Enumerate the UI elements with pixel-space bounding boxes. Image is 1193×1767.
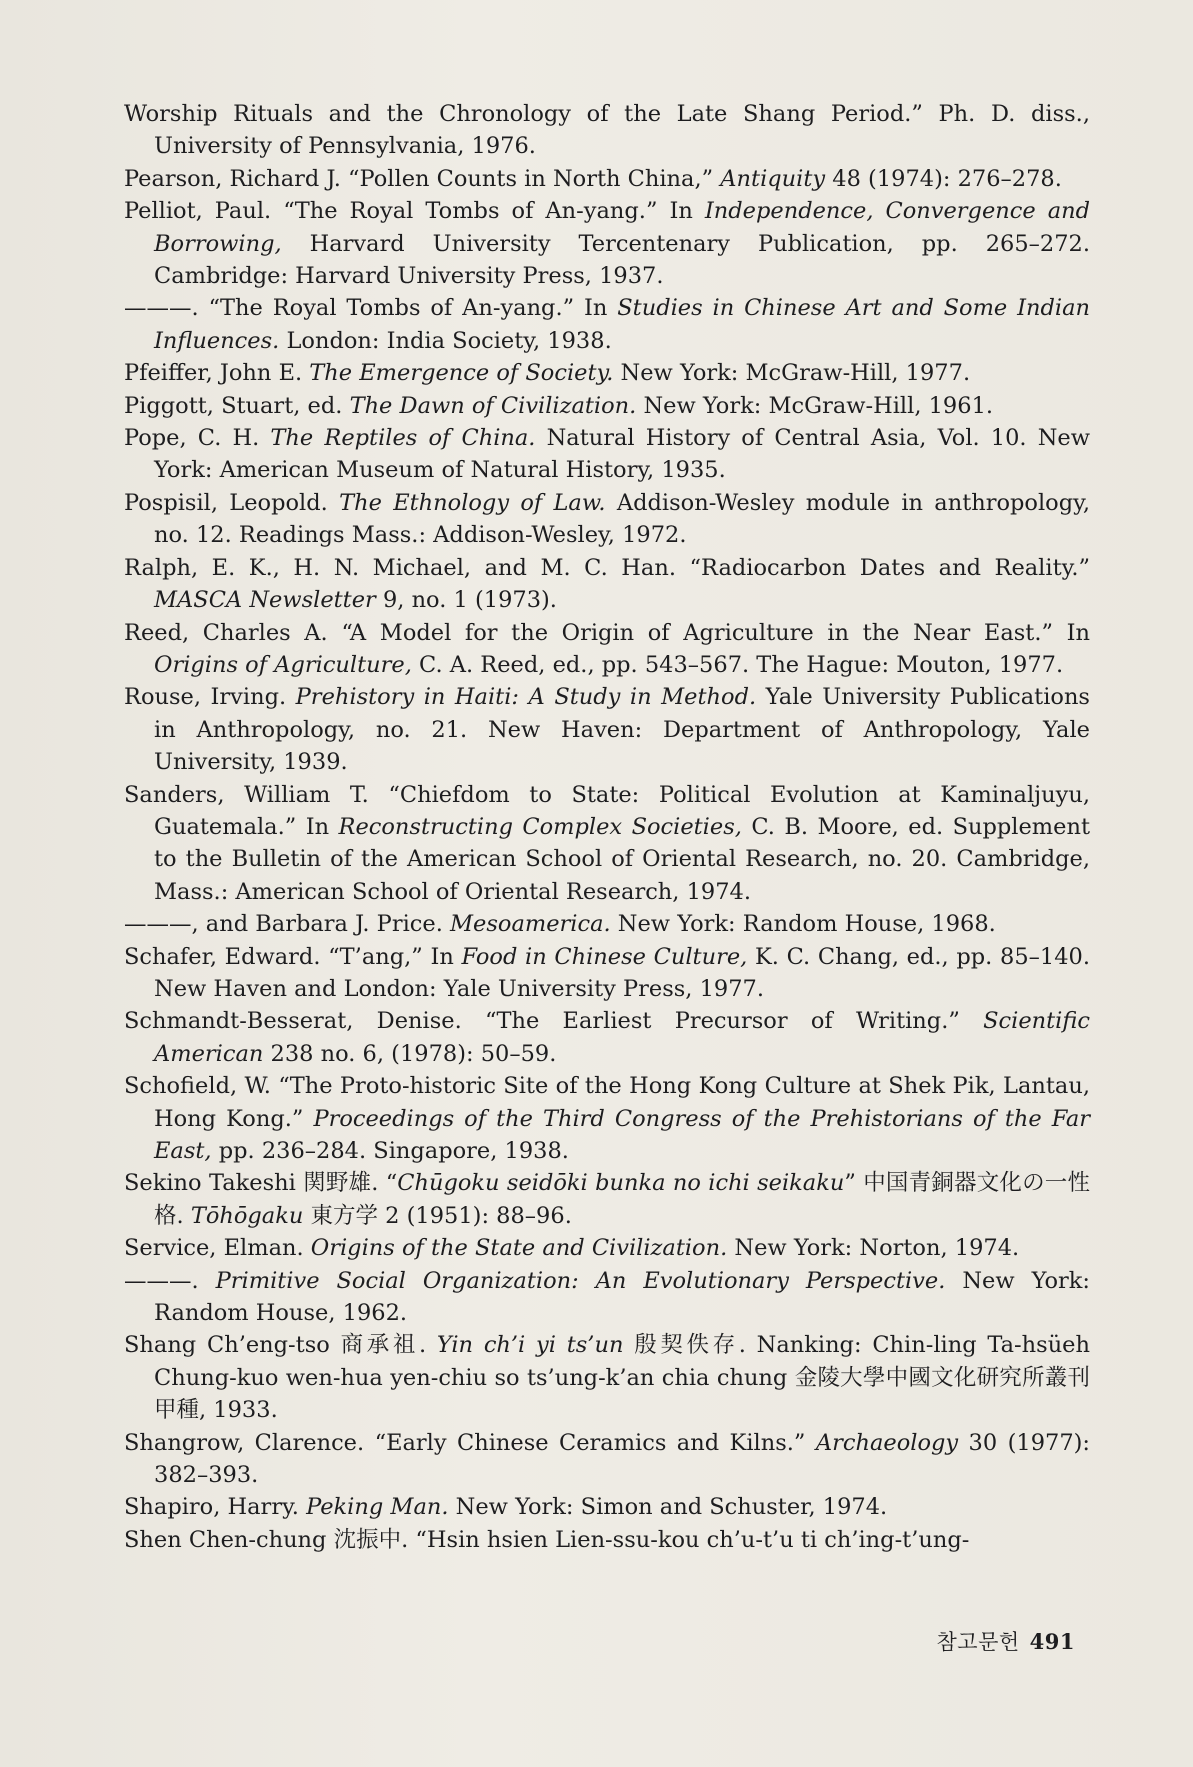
entry-text: New York: McGraw-Hill, 1977. — [613, 360, 971, 387]
entry-text: Shen Chen-chung 沈振中. “Hsin hsien Lien-ssu-kou ch’u-t’u ti ch’ing-t’ung- — [124, 1526, 970, 1553]
bibliography-entry — [124, 1524, 1090, 1556]
entry-text: K. C. Chang, ed., pp. 85–140. New Haven and London: Yale University Press, 1977. — [154, 943, 1090, 1002]
entry-title-italic: Proceedings of the Third Congress of the Prehistorians of the Far East, — [154, 1105, 1091, 1164]
entry-title-italic: Origins of Agriculture, — [154, 651, 412, 678]
entry-text: Shangrow, Clarence. “Early Chinese Ceramics and Kilns.” — [124, 1429, 816, 1456]
entry-title-italic: Origins of the State and Civilization. — [310, 1235, 728, 1262]
entry-text: Shang Ch’eng-tso 商承祖. — [124, 1332, 437, 1359]
entry-title-italic: Food in Chinese Culture, — [461, 943, 748, 970]
entry-text: Rouse, Irving. — [124, 684, 296, 711]
entry-text: Sekino Takeshi 関野雄. “ — [124, 1170, 398, 1197]
bibliography-entry — [124, 487, 1090, 552]
entry-title-italic: Tōhōgaku — [190, 1202, 304, 1229]
bibliography-entry — [124, 1005, 1090, 1070]
bibliography-list — [124, 98, 1090, 1556]
entry-title-italic: MASCA Newsletter — [154, 587, 376, 614]
entry-text: London: India Society, 1938. — [279, 327, 612, 354]
bibliography-entry — [124, 908, 1090, 940]
entry-text: 東方学 2 (1951): 88–96. — [303, 1202, 572, 1229]
entry-text: New York: McGraw-Hill, 1961. — [636, 392, 994, 419]
entry-text: Yale University Publications in Anthropology, no. 21. New Haven: Department of Anthropology, Yale University, 1939. — [154, 684, 1090, 776]
entry-text: Shapiro, Harry. — [124, 1494, 307, 1521]
entry-text: Pelliot, Paul. “The Royal Tombs of An-yang.” In — [124, 198, 705, 225]
entry-title-italic: The Emergence of Society. — [309, 360, 614, 387]
bibliography-entry — [124, 163, 1090, 195]
entry-title-italic: Peking Man. — [306, 1494, 449, 1521]
entry-text: ” 中国青銅器文化の一性格. — [154, 1170, 1091, 1229]
entry-text: Piggott, Stuart, ed. — [124, 392, 350, 419]
entry-text: 30 (1977): 382–393. — [154, 1429, 1090, 1489]
section-title: 참고문헌 — [936, 1630, 1020, 1654]
entry-title-italic: The Ethnology of Law. — [339, 489, 606, 516]
bibliography-entry — [124, 195, 1090, 292]
bibliography-entry — [124, 1265, 1090, 1330]
entry-text: Schmandt-Besserat, Denise. “The Earliest Precursor of Writing.” — [124, 1008, 984, 1035]
page-number: 491 — [1029, 1629, 1075, 1654]
entry-text: Pfeiffer, John E. — [124, 360, 310, 387]
entry-text: Pearson, Richard J. “Pollen Counts in North China,” — [124, 165, 721, 192]
bibliography-entry — [124, 1232, 1090, 1264]
entry-title-italic: Archaeology — [815, 1429, 959, 1456]
entry-title-italic: Scientific American — [154, 1008, 1090, 1067]
bibliography-entry — [124, 1070, 1090, 1167]
entry-title-italic: Prehistory in Haiti: A Study in Method. — [295, 684, 757, 711]
entry-text: Service, Elman. — [124, 1235, 311, 1262]
entry-text: New York: Random House, 1968. — [610, 911, 996, 938]
bibliography-entry — [124, 422, 1090, 487]
bibliography-entry — [124, 1427, 1090, 1492]
entry-text: 238 no. 6, (1978): 50–59. — [263, 1040, 557, 1067]
entry-text: Worship Rituals and the Chronology of the Late Shang Period.” Ph. D. diss., University of Pennsylvania, 1976. — [124, 101, 1090, 160]
entry-title-italic: Mesoamerica. — [450, 911, 611, 938]
entry-text: Pope, C. H. — [124, 425, 271, 452]
entry-text: C. B. Moore, ed. Supplement to the Bulletin of the American School of Oriental Research, no. 20. Cambridge, Mass.: American School of Oriental Research, 1974. — [154, 813, 1090, 905]
entry-text: pp. 236–284. Singapore, 1938. — [211, 1138, 569, 1164]
bibliography-entry — [124, 681, 1090, 778]
entry-text: ———, and Barbara J. Price. — [124, 911, 450, 938]
bibliography-entry — [124, 1491, 1090, 1523]
entry-text: Sanders, William T. “Chiefdom to State: Political Evolution at Kaminaljuyu, Guatemala.” In — [124, 781, 1090, 840]
entry-text: Natural History of Central Asia, Vol. 10. New York: American Museum of Natural History, 1935. — [154, 425, 1090, 484]
entry-title-italic: Yin ch’i yi ts’un — [436, 1332, 624, 1359]
entry-text: Pospisil, Leopold. — [124, 489, 340, 516]
entry-title-italic: Studies in Chinese Art and Some Indian Influences. — [154, 295, 1090, 354]
entry-text: 9, no. 1 (1973). — [375, 587, 557, 614]
entry-text: ———. “The Royal Tombs of An-yang.” In — [124, 295, 618, 322]
entry-text: 殷契佚存. Nanking: Chin-ling Ta-hsüeh Chung-kuo wen-hua yen-chiu so ts’ung-k’an chia chung 金陵大學中國文化研究所叢刊甲種, 1933. — [154, 1332, 1090, 1424]
bibliography-entry — [124, 357, 1090, 389]
entry-text: New York: Norton, 1974. — [727, 1235, 1020, 1262]
entry-text: New York: Simon and Schuster, 1974. — [448, 1494, 888, 1521]
bibliography-entry — [124, 941, 1090, 1006]
entry-text: Schofield, W. “The Proto-historic Site of the Hong Kong Culture at Shek Pik, Lantau, Hong Kong.” — [124, 1073, 1090, 1132]
bibliography-entry — [124, 617, 1090, 682]
entry-text: ———. — [124, 1267, 216, 1294]
entry-title-italic: Chūgoku seidōki bunka no ichi seikaku — [397, 1170, 845, 1197]
entry-text: Addison-Wesley module in anthropology, no. 12. Readings Mass.: Addison-Wesley, 1972. — [154, 489, 1091, 549]
bibliography-entry — [124, 292, 1090, 357]
entry-title-italic: Reconstructing Complex Societies, — [338, 813, 742, 840]
entry-title-italic: Antiquity — [720, 165, 826, 192]
bibliography-entry — [124, 1329, 1090, 1426]
entry-title-italic: Independence, Convergence and Borrowing, — [154, 198, 1091, 257]
entry-text: 48 (1974): 276–278. — [825, 165, 1062, 192]
entry-text: New York: Random House, 1962. — [154, 1267, 1091, 1327]
bibliography-entry — [124, 552, 1090, 617]
entry-title-italic: The Dawn of Civilization. — [349, 392, 637, 419]
entry-text: Reed, Charles A. “A Model for the Origin of Agriculture in the Near East.” In — [124, 619, 1090, 646]
page-footer — [937, 1626, 1076, 1656]
entry-title-italic: Primitive Social Organization: An Evolutionary Perspective. — [215, 1267, 946, 1294]
entry-text: Harvard University Tercentenary Publication, pp. 265–272. Cambridge: Harvard University Press, 1937. — [154, 230, 1090, 290]
entry-text: Ralph, E. K., H. N. Michael, and M. C. Han. “Radiocarbon Dates and Reality.” — [124, 554, 1090, 581]
bibliography-entry — [124, 1167, 1090, 1232]
bibliography-entry — [124, 779, 1090, 909]
bibliography-entry-continued — [124, 98, 1090, 163]
entry-text: Schafer, Edward. “T’ang,” In — [124, 943, 462, 970]
entry-text: C. A. Reed, ed., pp. 543–567. The Hague: Mouton, 1977. — [411, 651, 1064, 678]
entry-title-italic: The Reptiles of China. — [270, 425, 536, 452]
bibliography-entry — [124, 390, 1090, 422]
